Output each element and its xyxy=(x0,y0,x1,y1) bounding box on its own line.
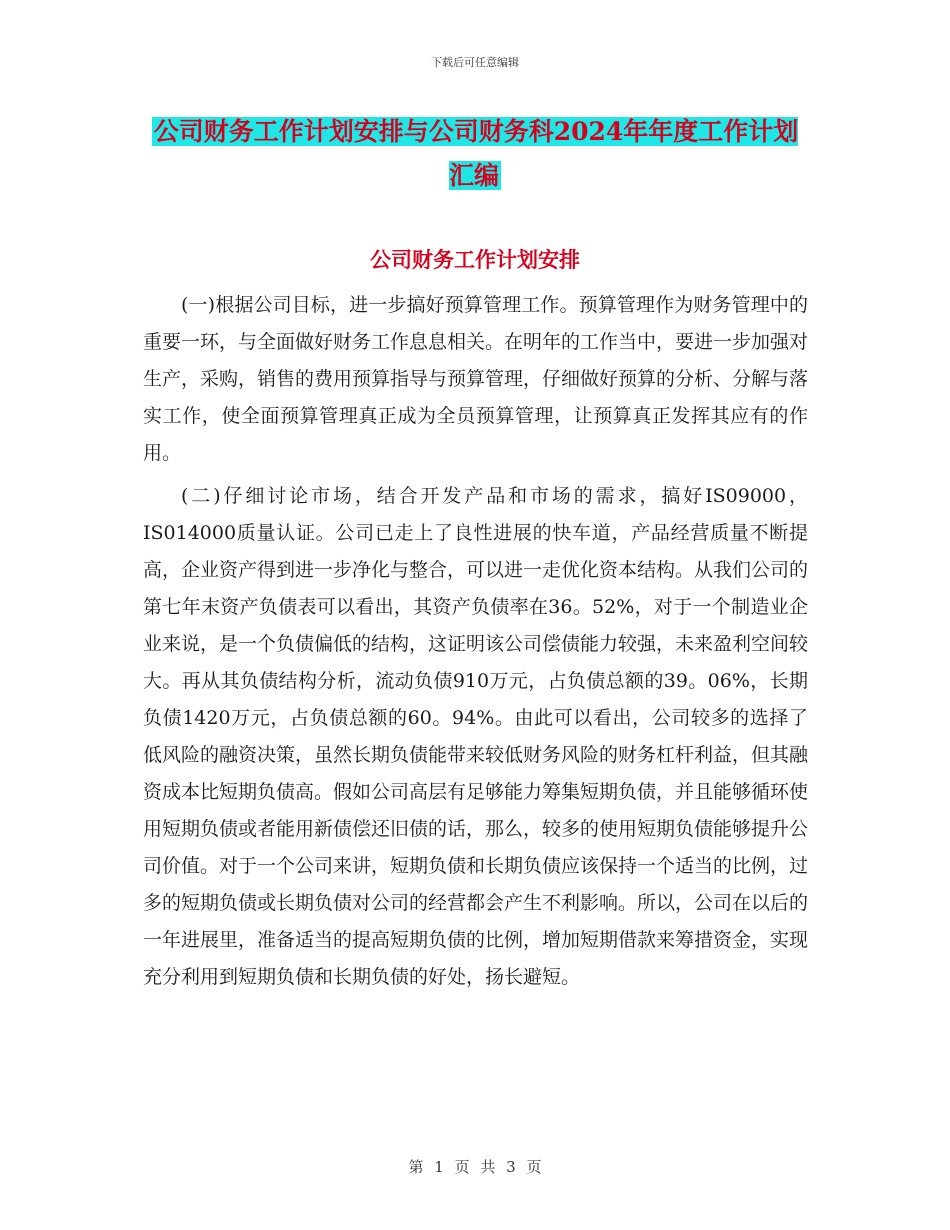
document-title xyxy=(140,110,810,198)
page-footer: 第 1 页 共 3 页 xyxy=(408,1158,542,1176)
paragraph-2: (二)仔细讨论市场，结合开发产品和市场的需求，搞好IS09000，IS014000质量认证。公司已走上了良性进展的快车道，产品经营质量不断提高，企业资产得到进一步净化与整合，可以进一走优化资本结构。从我们公司的第七年末资产负债表可以看出，其资产负债率在36。52%，对于一个制造业企业来说，是一个负债偏低的结构，这证明该公司偿债能力较强，未来盈利空间较大。再从其负债结构分析，流动负债910万元，占负债总额的39。06%，长期负债1420万元，占负债总额的60。94%。由此可以看出，公司较多的选择了低风险的融资决策，虽然长期负债能带来较低财务风险的财务杠杆利益，但其融资成本比短期负债高。假如公司高层有足够能力筹集短期负债，并且能够循环使用短期负债或者能用新债偿还旧债的话，那么，较多的使用短期负债能够提升公司价值。对于一个公司来讲，短期负债和长期负债应该保持一个适当的比例，过多的短期负债或长期负债对公司的经营都会产生不利影响。所以，公司在以后的一年进展里，准备适当的提高短期负债的比例，增加短期借款来筹措资金，实现充分利用到短期负债和长期负债的好处，扬长避短。 xyxy=(143,485,809,988)
header-note: 下载后可任意编辑 xyxy=(431,56,519,69)
document-title-text: 公司财务工作计划安排与公司财务科2024年年度工作计划汇编 xyxy=(153,117,799,190)
section-title: 公司财务工作计划安排 xyxy=(370,247,580,272)
document-body xyxy=(143,287,808,1002)
paragraph-1: (一)根据公司目标，进一步搞好预算管理工作。预算管理作为财务管理中的重要一环，与全面做好财务工作息息相关。在明年的工作当中，要进一步加强对生产，采购，销售的费用预算指导与预算管理，仔细做好预算的分析、分解与落实工作，使全面预算管理真正成为全员预算管理，让预算真正发挥其应有的作用。 xyxy=(143,294,809,464)
